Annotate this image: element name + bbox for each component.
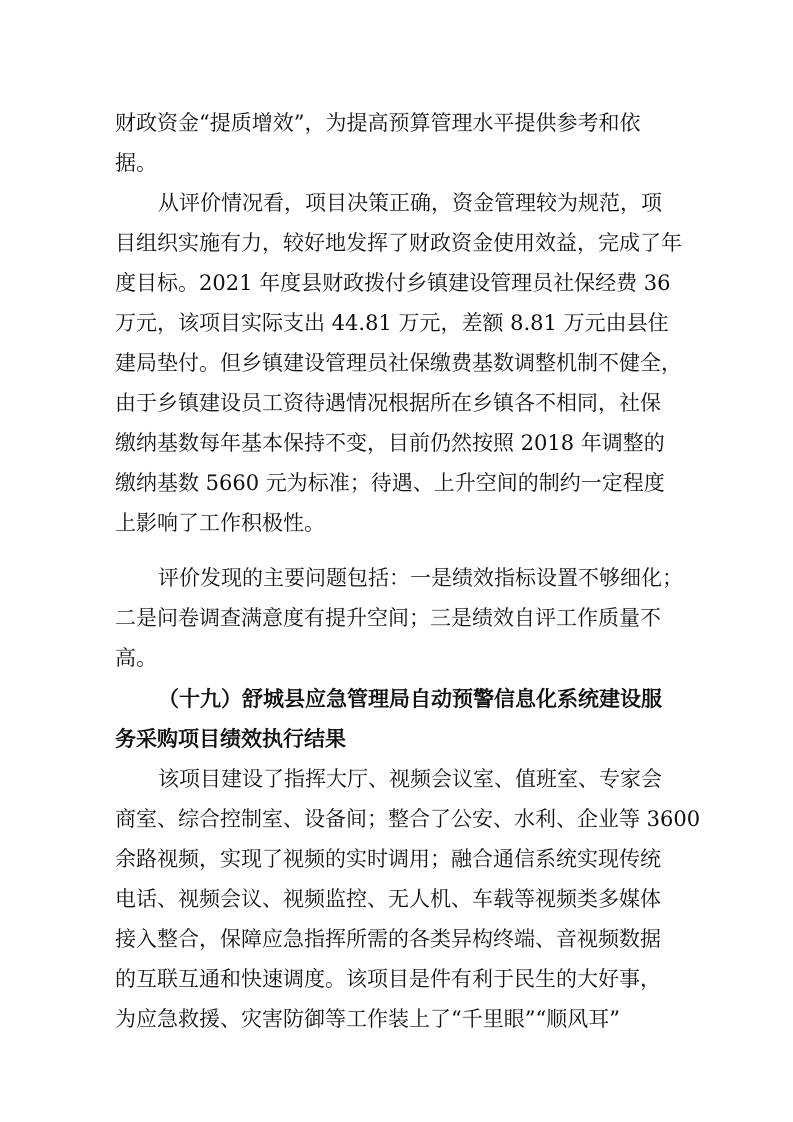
text-line: 财政资金“提质增效”，为提高预算管理水平提供参考和依 bbox=[115, 111, 641, 135]
text-line: 缴纳基数 5660 元为标准；待遇、上升空间的制约一定程度 bbox=[115, 471, 665, 495]
text-line: 该项目建设了指挥大厅、视频会议室、值班室、专家会 bbox=[158, 767, 662, 791]
text-line: 万元，该项目实际支出 44.81 万元，差额 8.81 万元由县住 bbox=[115, 311, 669, 335]
section-heading: 务采购项目绩效执行结果 bbox=[115, 727, 346, 751]
text-line: 从评价情况看，项目决策正确，资金管理较为规范，项 bbox=[158, 191, 662, 215]
text-line: 电话、视频会议、视频监控、无人机、车载等视频类多媒体 bbox=[115, 887, 661, 911]
text-line: 评价发现的主要问题包括：一是绩效指标设置不够细化； bbox=[158, 566, 683, 590]
text-line: 据。 bbox=[115, 151, 157, 175]
text-line: 上影响了工作积极性。 bbox=[115, 511, 325, 535]
text-line: 高。 bbox=[115, 646, 157, 670]
text-line: 余路视频，实现了视频的实时调用；融合通信系统实现传统 bbox=[115, 847, 661, 871]
text-line: 度目标。2021 年度县财政拨付乡镇建设管理员社保经费 36 bbox=[115, 271, 671, 295]
text-line: 缴纳基数每年基本保持不变，目前仍然按照 2018 年调整的 bbox=[115, 431, 665, 455]
text-line: 目组织实施有力，较好地发挥了财政资金使用效益，完成了年 bbox=[115, 231, 682, 255]
text-line: 为应急救援、灾害防御等工作装上了“千里眼”“顺风耳” bbox=[115, 1007, 620, 1031]
text-line: 二是问卷调查满意度有提升空间；三是绩效自评工作质量不 bbox=[115, 606, 661, 630]
text-line: 建局垫付。但乡镇建设管理员社保缴费基数调整机制不健全， bbox=[115, 351, 682, 375]
text-line: 的互联互通和快速调度。该项目是件有利于民生的大好事， bbox=[115, 967, 661, 991]
text-line: 接入整合，保障应急指挥所需的各类异构终端、音视频数据 bbox=[115, 927, 661, 951]
section-heading: （十九）舒城县应急管理局自动预警信息化系统建设服 bbox=[158, 687, 662, 711]
text-line: 由于乡镇建设员工资待遇情况根据所在乡镇各不相同，社保 bbox=[115, 391, 661, 415]
text-line: 商室、综合控制室、设备间；整合了公安、水利、企业等 3600 bbox=[115, 807, 701, 831]
